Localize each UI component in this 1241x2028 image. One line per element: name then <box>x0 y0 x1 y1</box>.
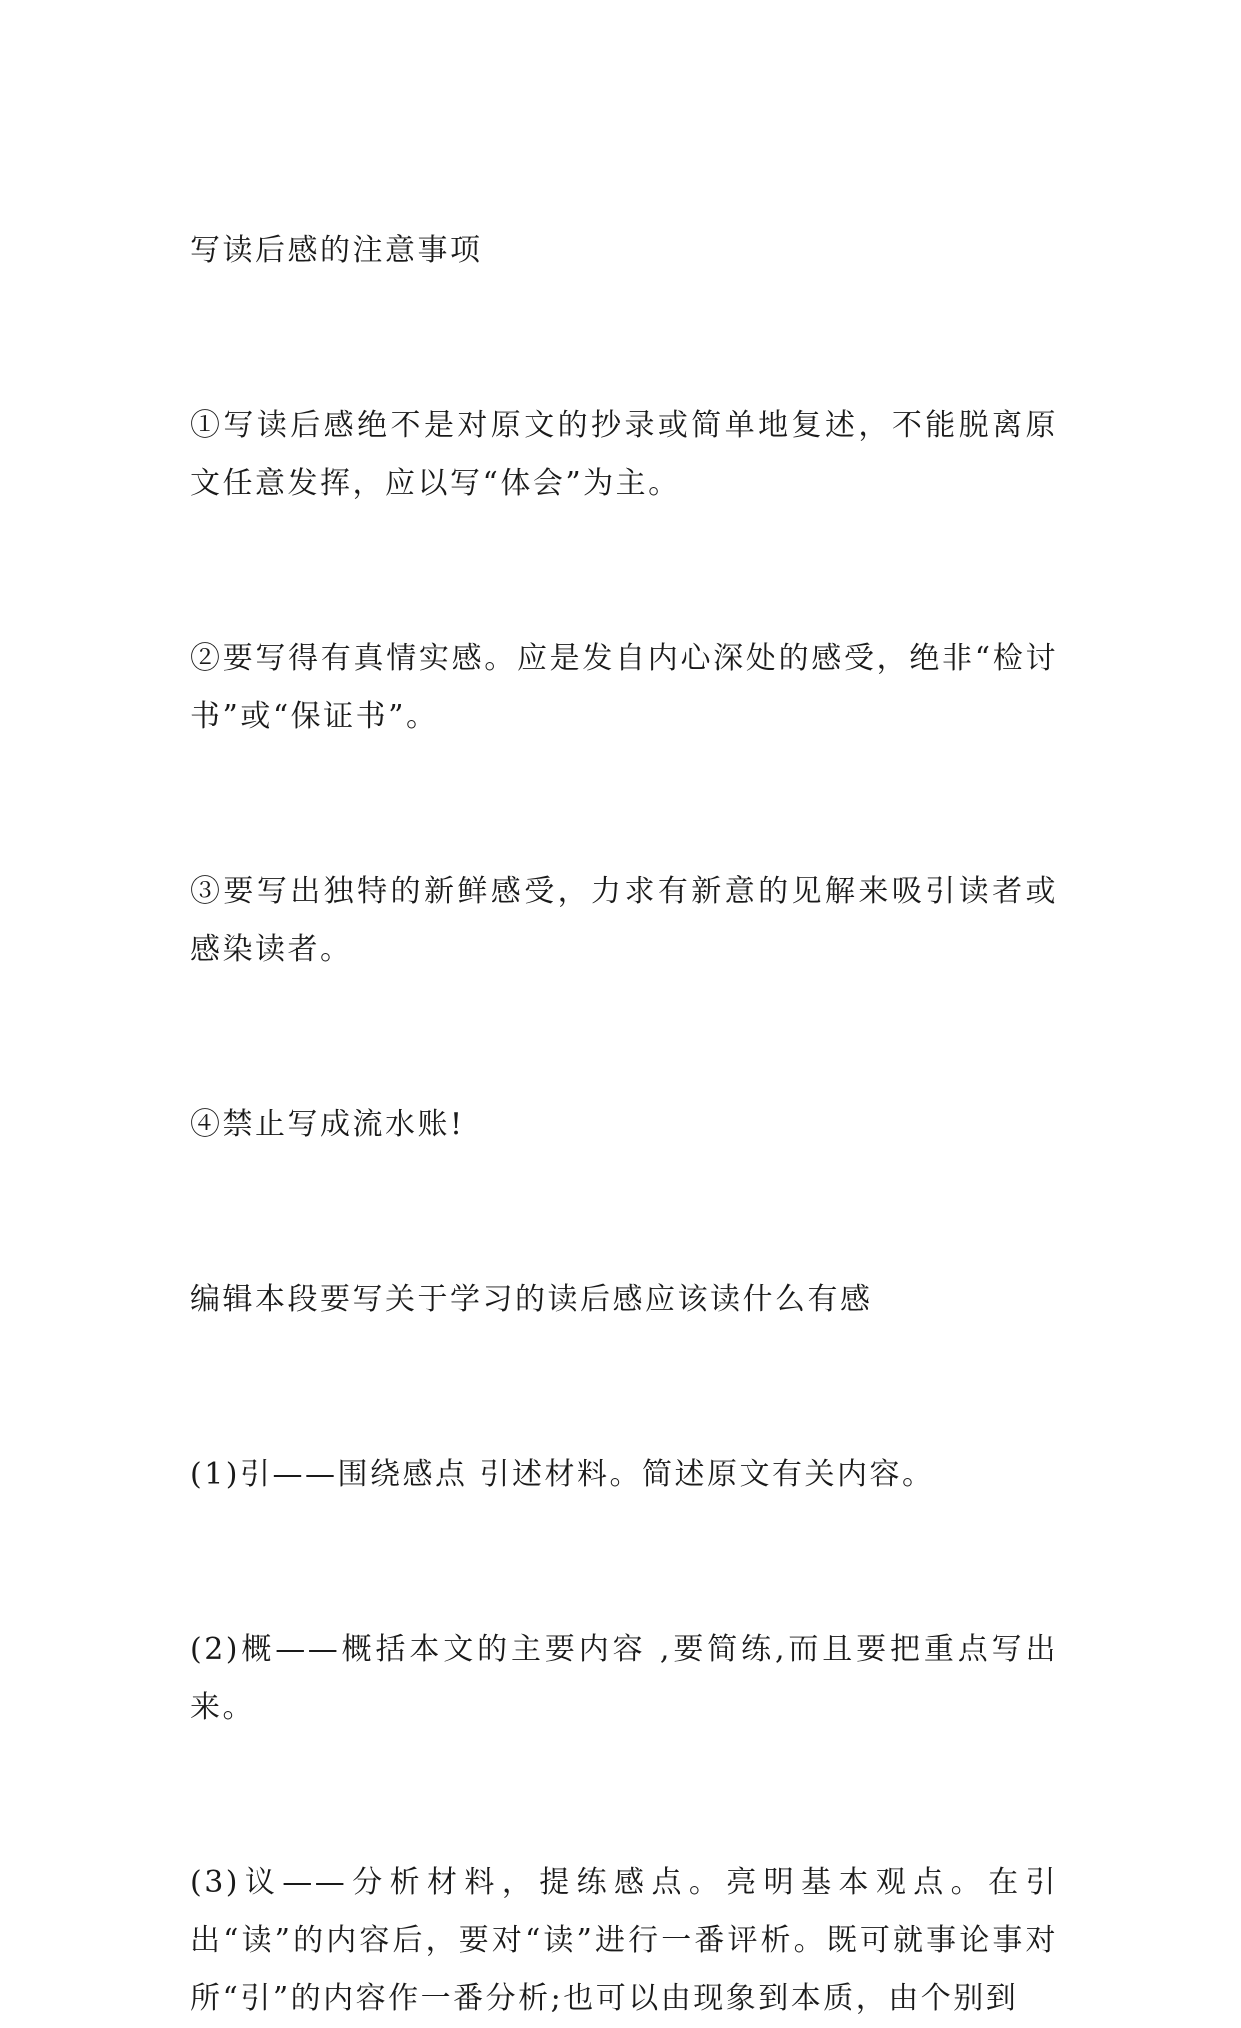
paragraph-note-1: ①写读后感绝不是对原文的抄录或简单地复述，不能脱离原文任意发挥，应以写“体会”为主。 <box>190 408 1058 501</box>
paragraph-step-1: (1)引——围绕感点 引述材料。简述原文有关内容。 <box>190 1457 935 1492</box>
paragraph-note-2: ②要写得有真情实感。应是发自内心深处的感受，绝非“检讨书”或“保证书”。 <box>190 641 1058 734</box>
paragraph-step-3: (3)议——分析材料，提练感点。亮明基本观点。在引出“读”的内容后，要对“读”进行一番评析。既可就事论事对所“引”的内容作一番分析;也可以由现象到本质，由个别到 <box>190 1865 1058 2016</box>
paragraph-step-2: (2)概——概括本文的主要内容 ,要简练,而且要把重点写出来。 <box>190 1632 1058 1725</box>
section-title-notes: 写读后感的注意事项 <box>190 233 483 268</box>
paragraph-note-3: ③要写出独特的新鲜感受，力求有新意的见解来吸引读者或感染读者。 <box>190 874 1058 967</box>
paragraph-note-4: ④禁止写成流水账! <box>190 1107 465 1142</box>
document-body <box>190 222 1058 2028</box>
section-title-what-to-read: 编辑本段要写关于学习的读后感应该读什么有感 <box>190 1282 873 1317</box>
